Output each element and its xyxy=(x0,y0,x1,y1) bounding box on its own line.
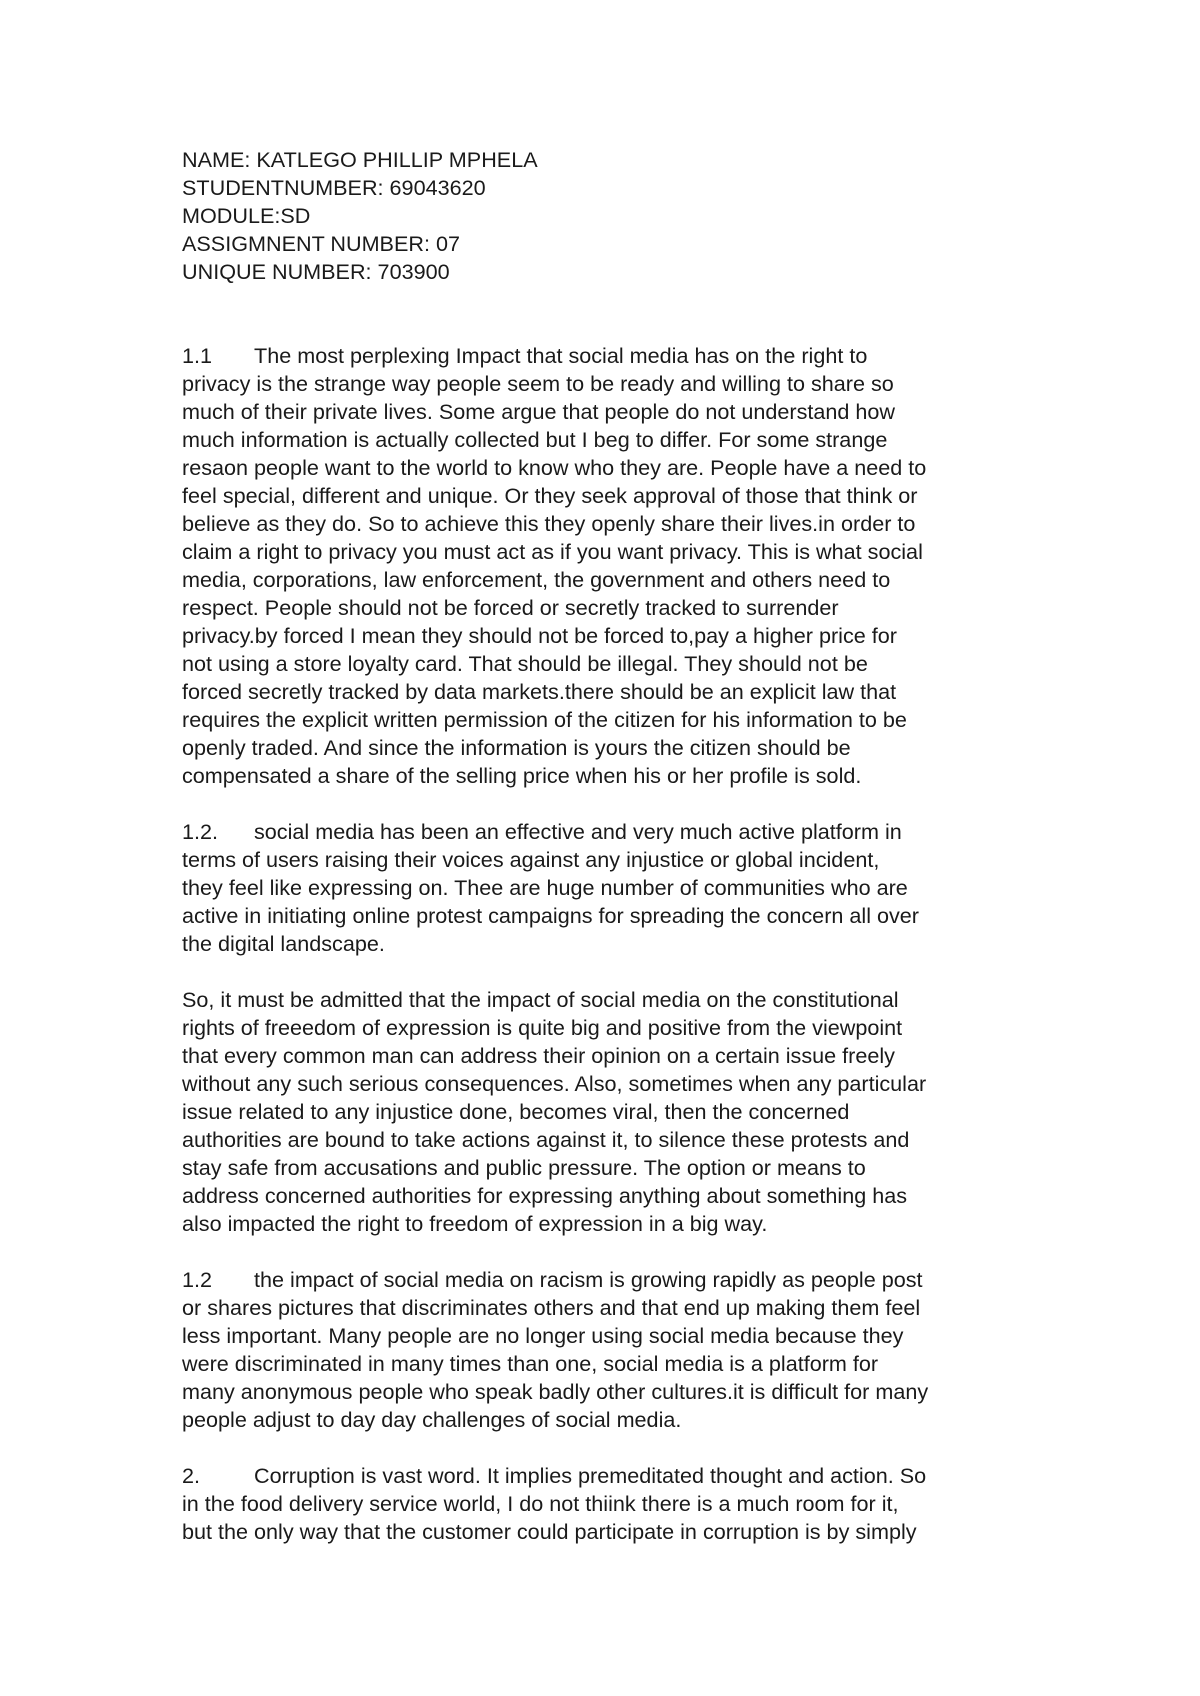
module-code: MODULE:SD xyxy=(182,203,311,228)
paragraph-text: the impact of social media on racism is growing rapidly as people post or shares pictures that discriminates others and that end up making them feel less important. Many people are no longer using social media because they were discriminated in many times than one, social media is a platform for many anonymous people who speak badly other cultures.it is difficult for many people adjust to day day challenges of social media. xyxy=(182,1267,929,1432)
paragraph-text: The most perplexing Impact that social media has on the right to privacy is the strange way people seem to be ready and willing to share so much of their private lives. Some argue that people do not understand how much information is actually collected but I beg to differ. For some strange resaon people want to the world to know who they are. People have a need to feel special, different and unique. Or they seek approval of those that think or believe as they do. So to achieve this they openly share their lives.in order to claim a right to privacy you must act as if you want privacy. This is what social media, corporations, law enforcement, the government and others need to respect. People should not be forced or secretly tracked to surrender privacy.by forced I mean they should not be forced to,pay a higher price for not using a store loyalty card. That should be illegal. They should not be forced secretly tracked by data markets.there should be an explicit law that requires the explicit written permission of the citizen for his information to be openly traded. And since the information is yours the citizen should be compensated a share of the selling price when his or her profile is sold. xyxy=(182,343,927,788)
paragraph-1-2-a xyxy=(182,818,1062,958)
section-number: 2. xyxy=(182,1463,201,1488)
paragraph-1-1 xyxy=(182,342,1062,790)
paragraph-text: So, it must be admitted that the impact of social media on the constitutional rights of freeedom of expression is quite big and positive from the viewpoint that every common man can address their opinion on a certain issue freely without any such serious consequences. Also, sometimes when any particular issue related to any injustice done, becomes viral, then the concerned authorities are bound to take actions against it, to silence these protests and stay safe from accusations and public pressure. The option or means to address concerned authorities for expressing anything about something has also impacted the right to freedom of expression in a big way. xyxy=(182,987,927,1236)
student-header xyxy=(182,146,1062,286)
paragraph-1-2-b xyxy=(182,1266,1062,1434)
section-number: 1.1 xyxy=(182,343,213,368)
student-number: STUDENTNUMBER: 69043620 xyxy=(182,175,486,200)
paragraph-freedom-of-expression xyxy=(182,986,1062,1238)
unique-number: UNIQUE NUMBER: 703900 xyxy=(182,259,450,284)
paragraph-text: social media has been an effective and very much active platform in terms of users raising their voices against any injustice or global incident, they feel like expressing on. Thee are huge number of communities who are active in initiating online protest campaigns for spreading the concern all over the digital landscape. xyxy=(182,819,920,956)
section-number: 1.2. xyxy=(182,819,219,844)
paragraph-2 xyxy=(182,1462,1062,1546)
student-name: NAME: KATLEGO PHILLIP MPHELA xyxy=(182,147,538,172)
document-page xyxy=(182,146,1062,1546)
section-number: 1.2 xyxy=(182,1267,213,1292)
assignment-number: ASSIGMNENT NUMBER: 07 xyxy=(182,231,460,256)
paragraph-text: Corruption is vast word. It implies premeditated thought and action. So in the food delivery service world, I do not thiink there is a much room for it, but the only way that the customer could participate in corruption is by simply xyxy=(182,1463,927,1544)
